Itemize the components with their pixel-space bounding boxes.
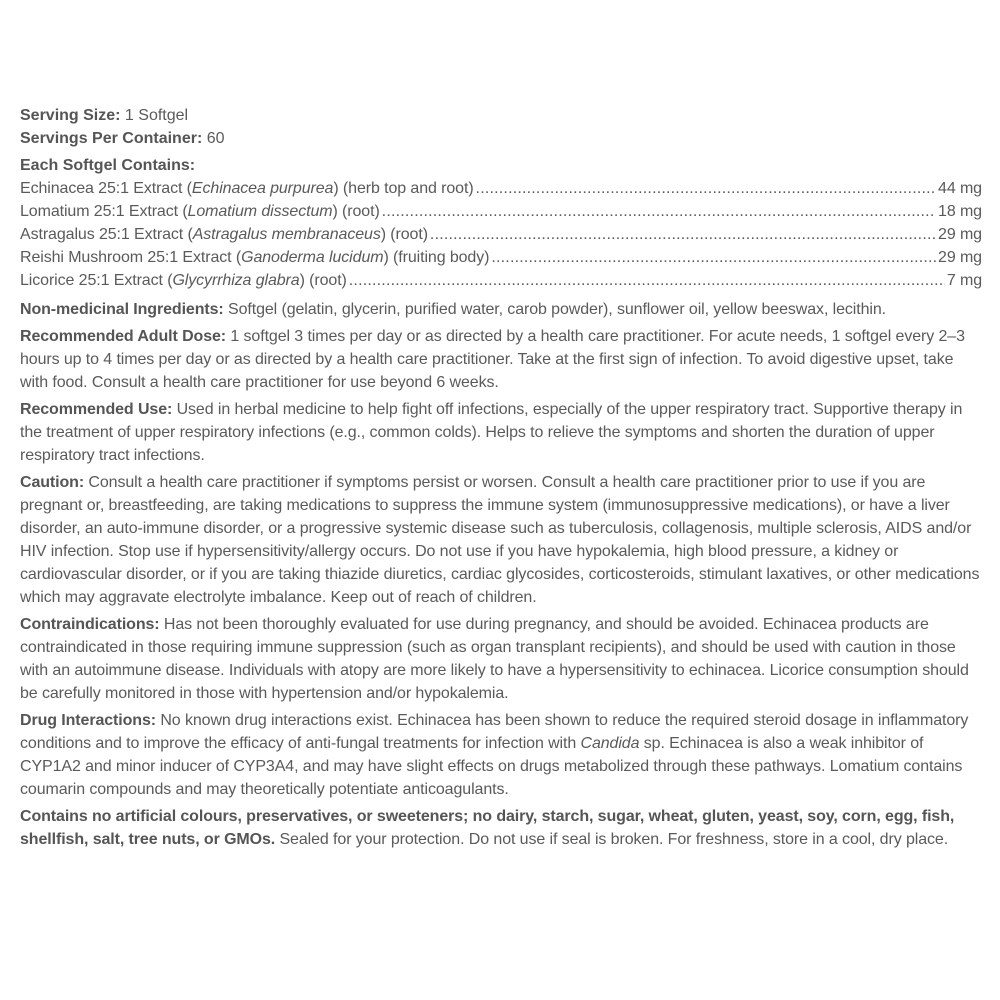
contraindications-label: Contraindications: bbox=[20, 616, 160, 633]
leader-dots bbox=[382, 200, 936, 223]
ingredient-name bbox=[20, 269, 347, 292]
use-text: Used in herbal medicine to help fight off infections, especially of the upper respiratory tract. Supportive therapy in the treatment of upper respiratory infections (e.g., common colds). Helps to relieve the symptoms and shorten the duration of upper respiratory tract infections. bbox=[20, 401, 963, 464]
recommended-dose bbox=[20, 325, 982, 394]
recommended-use bbox=[20, 398, 982, 467]
use-label: Recommended Use: bbox=[20, 401, 173, 418]
leader-dots bbox=[349, 269, 945, 292]
ingredient-name bbox=[20, 200, 380, 223]
leader-dots bbox=[430, 223, 936, 246]
caution-label: Caution: bbox=[20, 474, 85, 491]
leader-dots bbox=[476, 177, 936, 200]
ingredients-heading bbox=[20, 154, 982, 177]
ingredient-amount: 18 mg bbox=[938, 203, 982, 220]
drug-interactions-label: Drug Interactions: bbox=[20, 712, 156, 729]
ingredient-amount: 7 mg bbox=[946, 272, 982, 289]
supplement-label bbox=[20, 104, 982, 851]
ingredient-row bbox=[20, 246, 982, 269]
dose-label: Recommended Adult Dose: bbox=[20, 328, 227, 345]
servings-per-container-value: 60 bbox=[202, 130, 225, 147]
ingredient-row bbox=[20, 177, 982, 200]
caution bbox=[20, 471, 982, 609]
ingredient-amount: 29 mg bbox=[938, 226, 982, 243]
contraindications bbox=[20, 613, 982, 705]
ingredient-latin-name: Lomatium dissectum bbox=[187, 203, 333, 220]
ingredient-name bbox=[20, 246, 489, 269]
ingredient-amount: 44 mg bbox=[938, 180, 982, 197]
ingredient-part: ) (root) bbox=[299, 272, 347, 289]
ingredient-latin-name: Echinacea purpurea bbox=[191, 180, 334, 197]
ingredient-part: ) (herb top and root) bbox=[333, 180, 474, 197]
non-medicinal-label: Non-medicinal Ingredients: bbox=[20, 301, 224, 318]
dose-text: 1 softgel 3 times per day or as directed by a health care practitioner. For acute needs, 1 softgel every 2–3 hours up to 4 times per day or as directed by a health care practitioner. Take at the first sign of infection. To avoid digestive upset, take with food. Consult a health care practitioner for use beyond 6 weeks. bbox=[20, 328, 965, 391]
ingredient-name bbox=[20, 223, 428, 246]
free-from-label: Contains no artificial colours, preservatives, or sweeteners; no dairy, starch, sugar, wheat, gluten, yeast, soy, corn, egg, fish, shellfish, salt, tree nuts, or GMOs. bbox=[20, 808, 955, 848]
drug-interactions-text-cont: sp. Echinacea is also a weak inhibitor of CYP1A2 and minor inducer of CYP3A4, and may have slight effects on drugs metabolized through these pathways. Lomatium contains coumarin compounds and may theoretically potentiate anticoagulants. bbox=[20, 735, 963, 798]
ingredient-part: ) (fruiting body) bbox=[383, 249, 490, 266]
non-medicinal-text: Softgel (gelatin, glycerin, purified water, carob powder), sunflower oil, yellow beeswax, lecithin. bbox=[223, 301, 886, 318]
storage-text: Sealed for your protection. Do not use if seal is broken. For freshness, store in a cool, dry place. bbox=[275, 831, 949, 848]
ingredient-common-name: Reishi Mushroom 25:1 Extract ( bbox=[20, 249, 242, 266]
ingredient-latin-name: Glycyrrhiza glabra bbox=[172, 272, 300, 289]
non-medicinal-ingredients bbox=[20, 298, 982, 321]
drug-interactions-italic: Candida bbox=[580, 735, 640, 752]
caution-text: Consult a health care practitioner if symptoms persist or worsen. Consult a health care practitioner prior to use if you are pregnant or, breastfeeding, are taking medications to suppress the immune system (immunosuppressive medications), or have a liver disorder, an auto-immune disorder, or a progressive systemic disease such as tuberculosis, collagenosis, multiple sclerosis, AIDS and/or HIV infection. Stop use if hypersensitivity/allergy occurs. Do not use if you have hypokalemia, high blood pressure, a kidney or cardiovascular disorder, or if you are taking thiazide diuretics, cardiac glycosides, corticosteroids, stimulant laxatives, or other medications which may aggravate electrolyte imbalance. Keep out of reach of children. bbox=[20, 474, 980, 606]
ingredient-part: ) (root) bbox=[380, 226, 428, 243]
ingredients-heading-text: Each Softgel Contains: bbox=[20, 157, 196, 174]
ingredient-name bbox=[20, 177, 474, 200]
serving-info bbox=[20, 104, 982, 150]
ingredient-row bbox=[20, 223, 982, 246]
ingredient-list bbox=[20, 177, 982, 292]
ingredient-row bbox=[20, 269, 982, 292]
drug-interactions bbox=[20, 709, 982, 801]
leader-dots bbox=[491, 246, 936, 269]
serving-size-value: 1 Softgel bbox=[120, 107, 189, 124]
ingredient-row bbox=[20, 200, 982, 223]
ingredient-latin-name: Astragalus membranaceus bbox=[192, 226, 381, 243]
serving-size-label: Serving Size: bbox=[20, 107, 121, 124]
ingredient-common-name: Echinacea 25:1 Extract ( bbox=[20, 180, 192, 197]
ingredient-part: ) (root) bbox=[332, 203, 380, 220]
contraindications-text: Has not been thoroughly evaluated for use during pregnancy, and should be avoided. Echinacea products are contraindicated in those requiring immune suppression (such as organ transplant recipients), and should be used with caution in those with an autoimmune disease. Individuals with atopy are more likely to have a hypersensitivity to echinacea. Licorice consumption should be carefully monitored in those with hypertension and/or hypokalemia. bbox=[20, 616, 969, 702]
ingredient-amount: 29 mg bbox=[938, 249, 982, 266]
serving-size bbox=[20, 104, 982, 127]
ingredient-common-name: Lomatium 25:1 Extract ( bbox=[20, 203, 188, 220]
servings-per-container bbox=[20, 127, 982, 150]
ingredient-latin-name: Ganoderma lucidum bbox=[241, 249, 384, 266]
servings-per-container-label: Servings Per Container: bbox=[20, 130, 203, 147]
free-from-statement bbox=[20, 805, 982, 851]
ingredient-common-name: Licorice 25:1 Extract ( bbox=[20, 272, 173, 289]
ingredient-common-name: Astragalus 25:1 Extract ( bbox=[20, 226, 193, 243]
drug-interactions-text: No known drug interactions exist. Echinacea has been shown to reduce the required steroid dosage in inflammatory conditions and to improve the efficacy of anti-fungal treatments for infection with bbox=[20, 712, 969, 752]
